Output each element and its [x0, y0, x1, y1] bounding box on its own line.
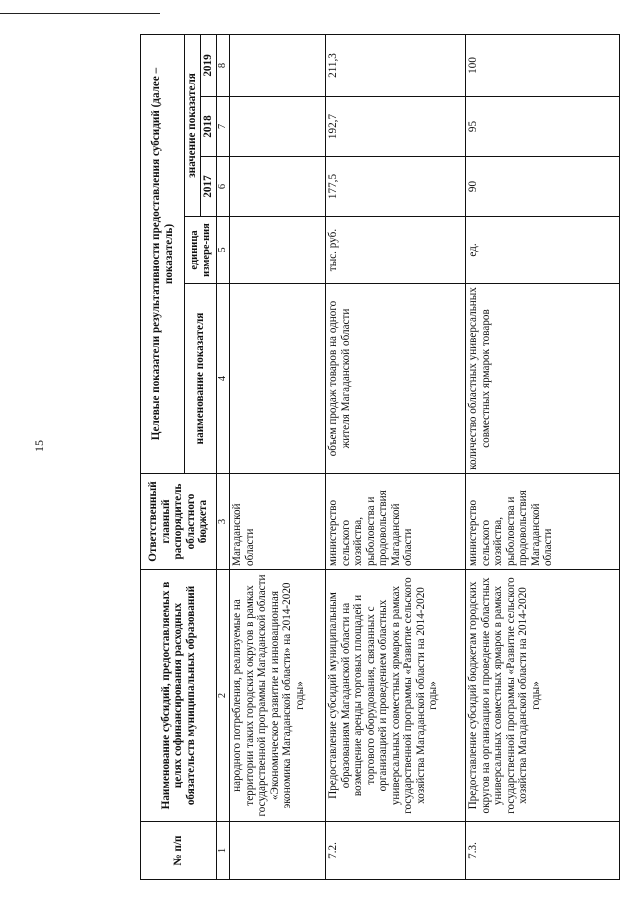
row-unit: ед.: [466, 217, 620, 284]
table-row: [466, 34, 620, 879]
header-num: № п/п: [141, 822, 217, 880]
row-value-2017: [230, 157, 326, 217]
column-number: 4: [217, 284, 230, 474]
column-number: 7: [217, 97, 230, 157]
column-number: 6: [217, 157, 230, 217]
row-responsible: министерство сельского хозяйства, рыболовства и продовольствия Магаданской области: [326, 474, 466, 570]
table-row: [326, 34, 466, 879]
row-indicator: количество областных универсальных совместных ярмарок товаров: [466, 284, 620, 474]
row-responsible: Магаданской области: [230, 474, 326, 570]
row-indicator: объем продаж товаров на одного жителя Магаданской области: [326, 284, 466, 474]
page-number: 15: [32, 440, 46, 452]
header-value: значение показателя: [185, 34, 201, 216]
row-name: Предоставление субсидий муниципальным образованиям Магаданской области на возмещение аренды торговых площадей и торгового оборудования, связанных с организацией и проведением областных универсальных совместных ярмарок в рамках государственной программы «Развитие сельского хозяйства Магаданской области на 2014-2020 годы»: [326, 570, 466, 822]
row-value-2017: 177,5: [326, 157, 466, 217]
header-year: 2018: [201, 97, 217, 157]
row-name: народного потребления, реализуемые на территории таких городских округов в рамках государственной программы Магаданской области «Экономическое развитие и инновационная экономика Магаданской области» на 2014-2020 годы»: [230, 570, 326, 822]
row-value-2018: 95: [466, 97, 620, 157]
header-unit: единица измере-ния: [185, 217, 217, 284]
row-name: Предоставление субсидий бюджетам городских округов на организацию и проведение областных универсальных совместных ярмарок в рамках государственной программы «Развитие сельского хозяйства Магаданской области на 2014-2020 годы»: [466, 570, 620, 822]
subsidy-table: [140, 34, 620, 880]
row-value-2018: [230, 97, 326, 157]
row-unit: [230, 217, 326, 284]
header-indicator-name: наименование показателя: [185, 284, 217, 474]
row-num: [230, 822, 326, 880]
column-number: 5: [217, 217, 230, 284]
table-row: [230, 34, 326, 879]
row-value-2017: 90: [466, 157, 620, 217]
column-number: 1: [217, 822, 230, 880]
rotated-table-wrapper: [140, 35, 620, 880]
row-num: 7.2.: [326, 822, 466, 880]
row-indicator: [230, 284, 326, 474]
row-value-2019: [230, 34, 326, 96]
header-year: 2019: [201, 34, 217, 96]
row-value-2019: 211,3: [326, 34, 466, 96]
row-responsible: министерство сельского хозяйства, рыболовства и продовольствия Магаданской области: [466, 474, 620, 570]
row-unit: тыс. руб.: [326, 217, 466, 284]
row-value-2018: 192,7: [326, 97, 466, 157]
row-value-2019: 100: [466, 34, 620, 96]
column-number: 2: [217, 570, 230, 822]
top-rule: [0, 13, 160, 14]
header-year: 2017: [201, 157, 217, 217]
header-name: Наименование субсидий, предоставляемых в целях софинансирования расходных обязательств муниципальных образований: [141, 570, 217, 822]
column-number: 3: [217, 474, 230, 570]
column-number: 8: [217, 34, 230, 96]
header-targets: Целевые показатели результативности предоставления субсидий (далее – показатель): [141, 34, 185, 473]
row-num: 7.3.: [466, 822, 620, 880]
header-responsible: Ответственный главный распорядитель областного бюджета: [141, 474, 217, 570]
